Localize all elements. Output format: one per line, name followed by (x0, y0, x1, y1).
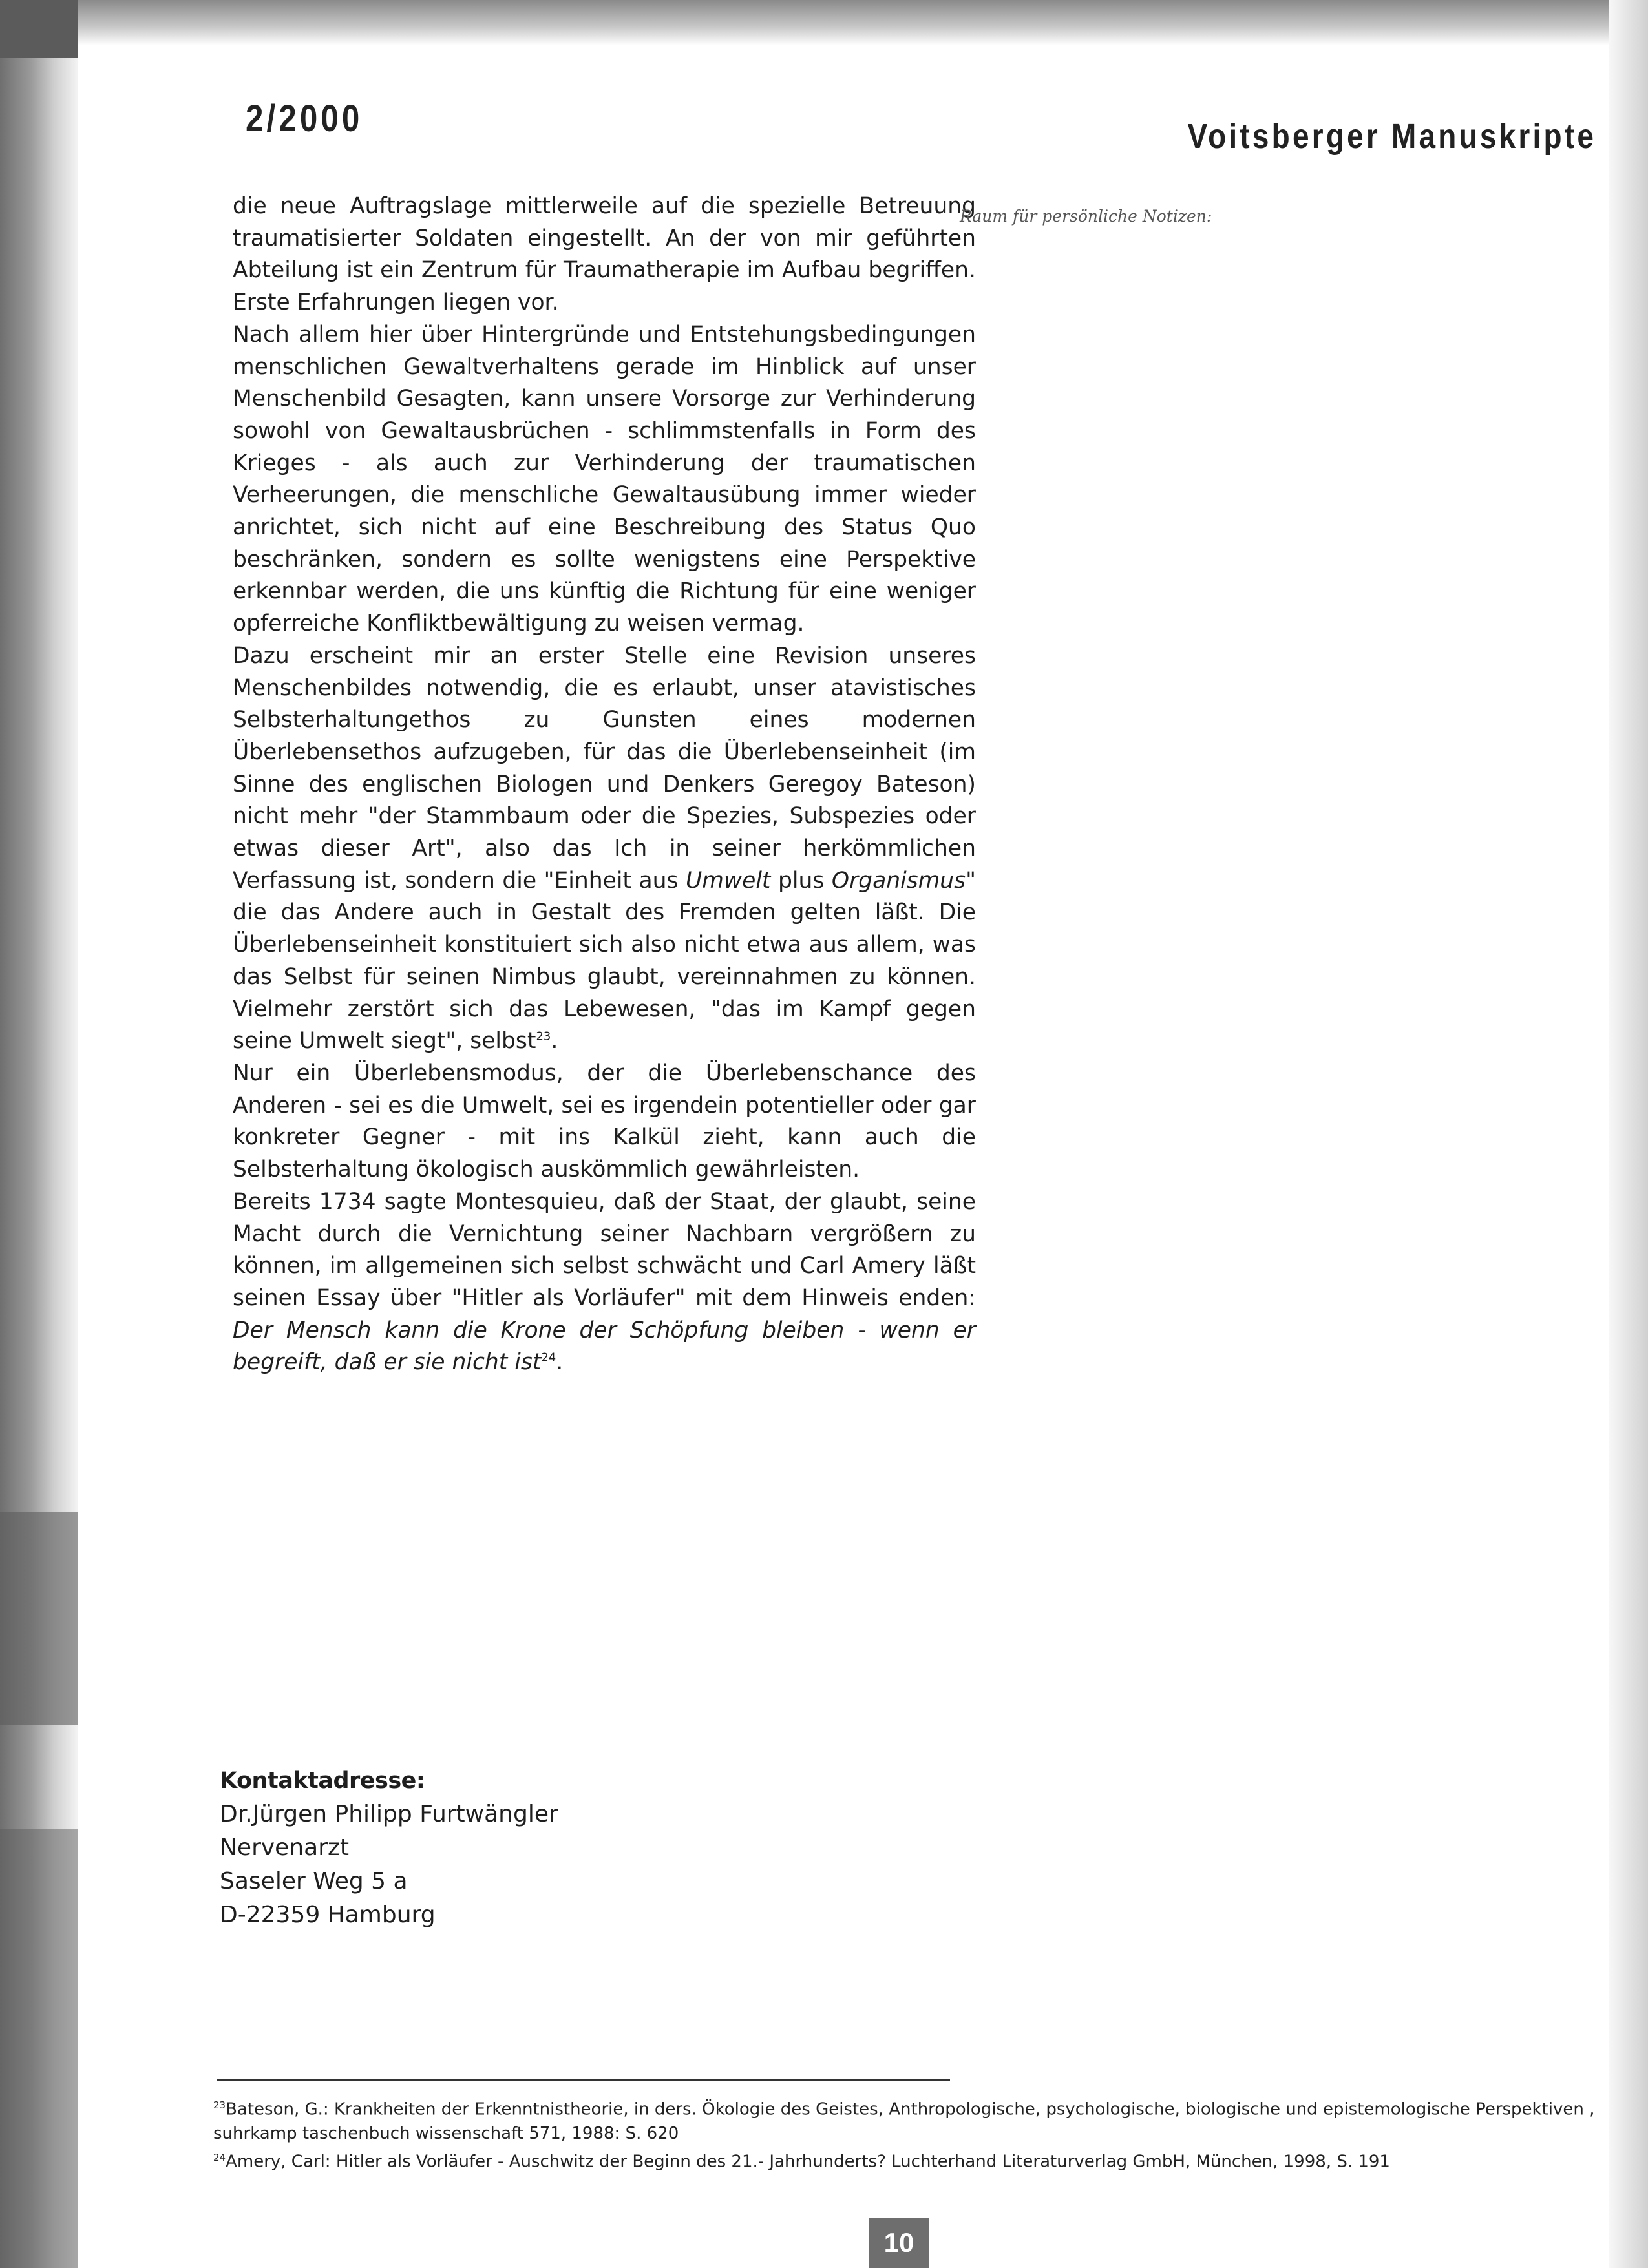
footnote-divider (217, 2079, 950, 2081)
notes-label: Raum für persönliche Notizen: (960, 207, 1212, 226)
footnote-text: Amery, Carl: Hitler als Vorläufer - Auschwitz der Beginn des 21.- Jahrhunderts? Luchterhand Literaturverlag GmbH, München, 1998, S. 191 (226, 2152, 1390, 2172)
scan-top-edge (0, 0, 1648, 45)
italic-term-organismus: Organismus (831, 867, 966, 894)
body-text-column (233, 191, 976, 1379)
paragraph (233, 640, 976, 1058)
contact-city: D-22359 Hamburg (220, 1902, 436, 1928)
italic-term-umwelt: Umwelt (686, 867, 771, 894)
footnote-number: 24 (213, 2151, 226, 2163)
text-run: . (551, 1028, 558, 1055)
footnote-text: Bateson, G.: Krankheiten der Erkenntnistheorie, in ders. Ökologie des Geistes, Anthropologische, psychologische, biologische und epistemologische Perspektiven , suhrkamp taschenbuch wissenschaft 571, 1988: S. 620 (213, 2099, 1595, 2143)
text-run: Dazu erscheint mir an erster Stelle eine Revision unseres Menschenbildes notwendig, die es erlaubt, unser atavistisches Selbsterhaltungethos zu Gunsten eines modernen Überlebensethos aufzugeben, für das die Überlebenseinheit (im Sinne des englischen Biologen und Denkers Geregoy Bateson) nicht mehr "der Stammbaum oder die Spezies, Subspezies oder etwas dieser Art", also das Ich in seiner herkömmlichen Verfassung ist, sondern die "Einheit aus (233, 642, 976, 894)
paragraph: Nach allem hier über Hintergründe und Entstehungsbedingungen menschlichen Gewaltverhaltens gerade im Hinblick auf unser Menschenbild Gesagten, kann unsere Vorsorge zur Verhinderung sowohl von Gewaltausbrüchen - schlimmstenfalls in Form des Krieges - als auch zur Verhinderung der traumatischen Verheerungen, die menschliche Gewaltausübung immer wieder anrichtet, sich nicht auf eine Beschreibung des Status Quo beschränken, sondern es sollte wenigstens eine Perspektive erkennbar werden, die uns künftig die Richtung für eine weniger opferreiche Konfliktbewältigung zu weisen vermag. (233, 321, 976, 637)
text-run: plus (770, 867, 832, 894)
scan-right-edge (1609, 0, 1648, 2268)
page-number: 10 (869, 2218, 929, 2268)
text-run: Bereits 1734 sagte Montesquieu, daß der Staat, der glaubt, seine Macht durch die Vernichtung seiner Nachbarn vergrößern zu können, im allgemeinen sich selbst schwächt und Carl Amery läßt seinen Essay über "Hitler als Vorläufer" mit dem Hinweis enden: (233, 1188, 976, 1311)
italic-quote: Der Mensch kann die Krone der Schöpfung bleiben - wenn er begreift, daß er sie nicht ist (233, 1317, 976, 1376)
footnote-24 (213, 2146, 1609, 2174)
footnote-reference-23: 23 (536, 1029, 551, 1044)
scan-left-edge (0, 0, 78, 2268)
footnote-reference-24: 24 (541, 1350, 556, 1365)
text-run: . (556, 1349, 564, 1376)
contact-heading: Kontaktadresse: (220, 1768, 425, 1794)
contact-name: Dr.Jürgen Philipp Furtwängler (220, 1801, 558, 1827)
paragraph: Nur ein Überlebensmodus, der die Überlebenschance des Anderen - sei es die Umwelt, sei es irgendein potentieller oder gar konkreter Gegner - mit ins Kalkül zieht, kann auch die Selbsterhaltung ökologisch auskömmlich gewährleisten. (233, 1060, 976, 1183)
text-run: " die das Andere auch in Gestalt des Fremden gelten läßt. Die Überlebenseinheit konstituiert sich also nicht etwa aus allem, was das Selbst für seinen Nimbus glaubt, vereinnahmen zu können. Vielmehr zerstört sich das Lebewesen, "das im Kampf gegen seine Umwelt siegt", selbst (233, 867, 976, 1055)
journal-title: Voitsberger Manuskripte (1187, 117, 1596, 156)
contact-street: Saseler Weg 5 a (220, 1868, 408, 1895)
contact-address (220, 1764, 558, 1932)
footnote-23 (213, 2094, 1609, 2146)
document-page (78, 45, 1609, 2268)
footnotes (213, 2094, 1609, 2174)
paragraph: die neue Auftragslage mittlerweile auf die spezielle Betreuung traumatisierter Soldaten eingestellt. An der von mir geführten Abteilung ist ein Zentrum für Traumatherapie im Aufbau begriffen. Erste Erfahrungen liegen vor. (233, 193, 976, 316)
footnote-number: 23 (213, 2099, 226, 2111)
paragraph (233, 1186, 976, 1379)
issue-number: 2/2000 (246, 98, 363, 140)
contact-profession: Nervenarzt (220, 1834, 350, 1861)
